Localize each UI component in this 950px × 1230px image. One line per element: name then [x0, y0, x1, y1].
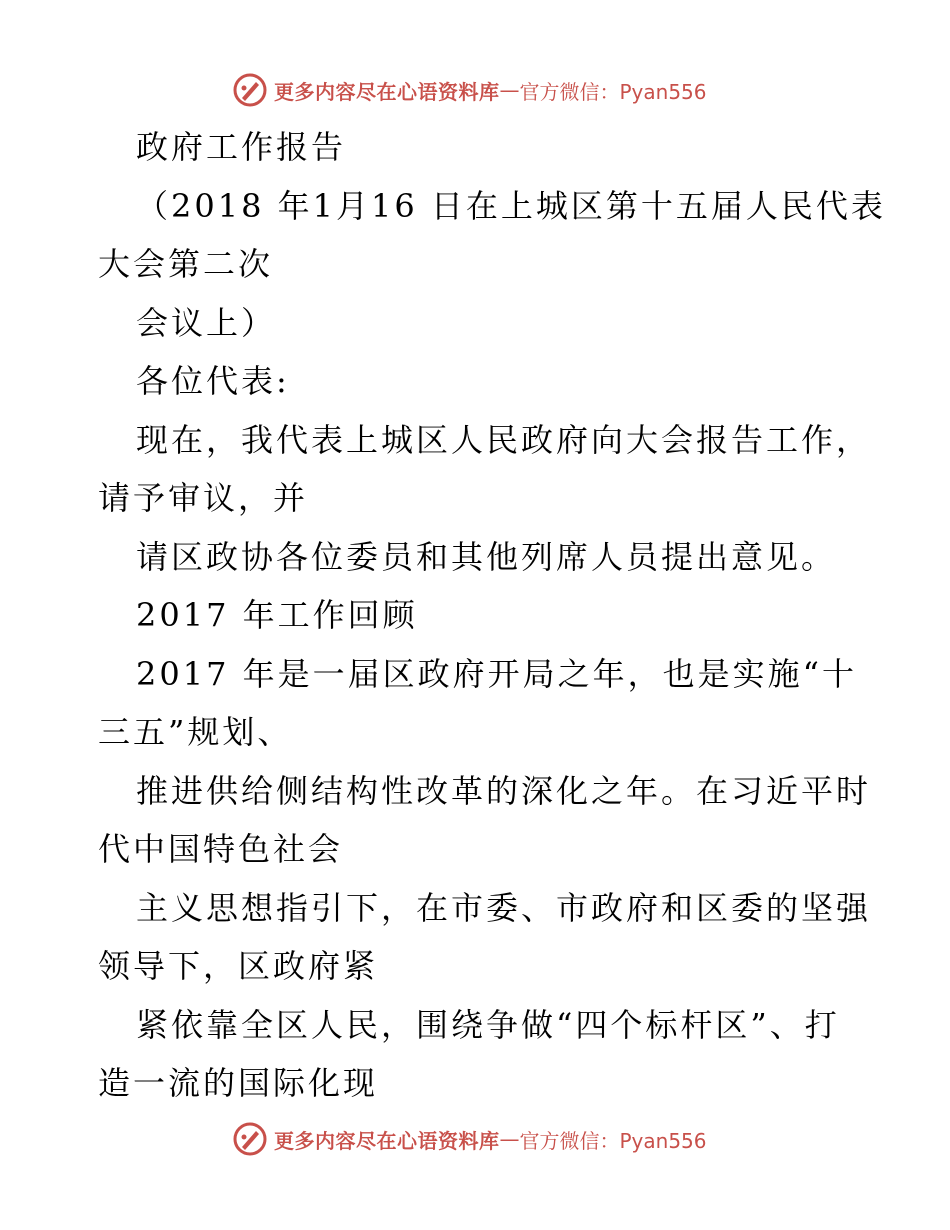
footer-banner-wechat: 官方微信：Pyan556	[519, 1128, 707, 1153]
pen-logo-icon	[232, 72, 268, 108]
text-line: 紧依靠全区人民，围绕争做“四个标杆区”、打	[136, 1005, 840, 1044]
text-line: 主义思想指引下，在市委、市政府和区委的坚强	[136, 888, 872, 927]
text-line: 三五”规划、	[98, 713, 293, 751]
text-line: 各位代表:	[136, 362, 290, 400]
header-banner-dash: —	[499, 78, 520, 102]
footer-watermark-banner	[232, 1119, 752, 1159]
header-watermark-banner	[232, 70, 752, 110]
document-body	[98, 118, 886, 1113]
text-line: 请予审议，并	[98, 479, 309, 517]
footer-banner-text: 更多内容尽在心语资料库	[274, 1128, 500, 1153]
text-line: 2017 年是一届区政府开局之年，也是实施“十	[136, 654, 857, 693]
text-line: 请区政协各位委员和其他列席人员提出意见。	[136, 537, 837, 576]
document-title: 政府工作报告	[136, 128, 347, 166]
header-banner-text: 更多内容尽在心语资料库	[274, 79, 500, 104]
text-line: 现在，我代表上城区人民政府向大会报告工作，	[136, 420, 872, 459]
text-line: 领导下，区政府紧	[98, 947, 379, 985]
text-line: 推进供给侧结构性改革的深化之年。在习近平时	[136, 771, 872, 810]
text-line: 会议上）	[136, 303, 277, 342]
footer-banner-dash: —	[499, 1127, 520, 1151]
text-line: （2018 年1月16 日在上城区第十五届人民代表	[136, 186, 886, 225]
pen-logo-icon	[232, 1121, 268, 1157]
text-line: 代中国特色社会	[98, 830, 344, 868]
section-heading: 2017 年工作回顾	[136, 596, 418, 634]
header-banner-wechat: 官方微信：Pyan556	[519, 79, 707, 104]
text-line: 大会第二次	[98, 245, 274, 283]
text-line: 造一流的国际化现	[98, 1064, 379, 1102]
